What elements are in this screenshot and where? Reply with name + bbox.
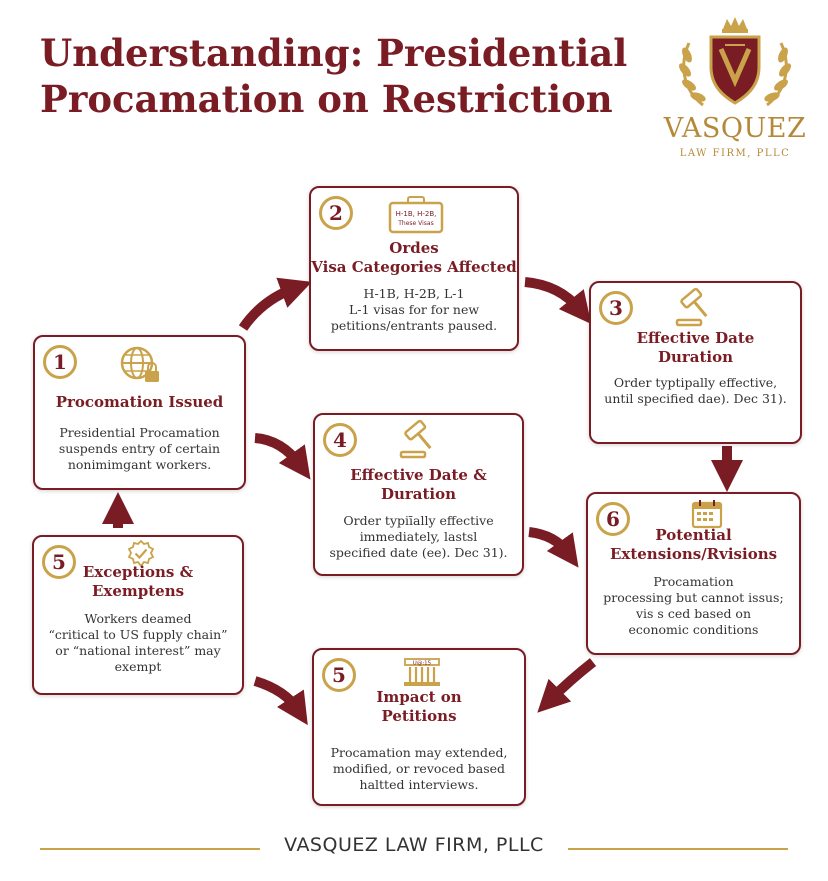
card-body-line: nonimimgant workers.	[67, 457, 212, 472]
briefcase-icon-text: H-1B, H-2B,	[395, 210, 437, 218]
card-title	[591, 329, 800, 367]
card-body-line: vis s ced based on	[635, 606, 752, 621]
card-title	[588, 526, 799, 564]
card-body-line: petitions/entrants paused.	[330, 318, 498, 333]
card-body-line: immediately, lastsl	[359, 529, 478, 544]
card-body	[320, 745, 518, 793]
card-body-line: modified, or revoced based	[332, 761, 506, 776]
card-effective-date-right	[589, 281, 802, 444]
arrow-issued-to-effective-center	[255, 438, 300, 465]
card-body-line: specified date (ee). Dec 31).	[329, 545, 508, 560]
card-title-line: Potential	[655, 526, 732, 544]
card-body-line: H-1B, H-2B, L-1	[363, 286, 465, 301]
arrow-effective-center-to-extensions	[529, 532, 568, 553]
card-visa-categories	[309, 186, 519, 351]
card-body	[41, 425, 238, 473]
card-effective-date-center	[313, 413, 524, 576]
card-procomation-issued	[33, 335, 246, 490]
briefcase-icon-text: These Visas	[398, 220, 434, 227]
building-icon	[402, 656, 442, 688]
card-body	[594, 574, 793, 638]
step-number: 4	[323, 423, 357, 457]
card-body	[40, 611, 236, 675]
card-body-line: Order typiīally effective	[343, 513, 494, 528]
card-body-line: Workers deamed	[84, 611, 192, 626]
step-number: 1	[43, 345, 77, 379]
card-body-line: processing but cannot issus;	[603, 590, 784, 605]
footer-firm-name-text: VASQUEZ LAW FIRM, PLLC	[270, 834, 558, 856]
step-number: 6	[596, 502, 630, 536]
card-extensions	[586, 492, 801, 655]
card-title-line: Exceptions &	[82, 563, 194, 581]
step-number: 5	[42, 545, 76, 579]
card-body-line: suspends entry of certain	[58, 441, 221, 456]
building-icon-text: U@:15	[412, 660, 432, 667]
card-title-line: Ordes	[389, 239, 439, 257]
card-exceptions	[32, 535, 244, 695]
card-title-line: Duration	[380, 485, 457, 503]
logo-subtitle: LAW FIRM, PLLC	[679, 148, 791, 159]
logo-name: VASQUEZ	[663, 113, 807, 144]
card-title-line: Exemptens	[91, 582, 185, 600]
card-body-line: exempt	[114, 659, 162, 674]
gavel-icon	[671, 287, 717, 327]
card-body	[597, 375, 794, 407]
card-title-line: Procomation Issued	[55, 393, 224, 411]
card-title-line: Extensions/Rvisions	[609, 545, 778, 563]
card-body-line: Procamation may extended,	[330, 745, 508, 760]
arrow-issued-to-visa	[243, 288, 295, 328]
step-number: 2	[319, 196, 353, 230]
card-title-line: Effective Date &	[350, 466, 487, 484]
globe-lock-icon	[119, 345, 163, 385]
arrow-visa-to-effective-right	[525, 282, 580, 310]
card-title	[315, 466, 522, 504]
card-body-line: L-1 visas for for new	[348, 302, 480, 317]
card-body-line: Procamation	[653, 574, 734, 589]
card-body-line: or “national interest” may	[55, 643, 221, 658]
card-body-line: “critical to US fupply chain”	[48, 627, 228, 642]
card-title	[34, 563, 242, 601]
card-title	[311, 239, 517, 277]
card-title-line: Effective Date	[636, 329, 755, 347]
arrow-exceptions-to-impact	[255, 681, 298, 710]
card-body	[321, 513, 516, 561]
card-title-line: Visa Categories Affected	[311, 258, 517, 276]
card-title	[314, 688, 524, 726]
card-body-line: economic conditions	[628, 622, 759, 637]
step-number: 3	[599, 291, 633, 325]
gavel-icon	[395, 419, 441, 459]
page-title-line-1: Understanding: Presidential	[40, 31, 628, 75]
card-body	[317, 286, 511, 334]
card-impact-on-petitions	[312, 648, 526, 806]
card-body-line: Order typtipally effective,	[613, 375, 778, 390]
footer-firm-name	[0, 834, 828, 856]
card-title	[35, 393, 244, 412]
briefcase-icon	[388, 196, 444, 234]
card-body-line: haltted interviews.	[359, 777, 479, 792]
step-number: 5	[322, 658, 356, 692]
card-title-line: Duration	[657, 348, 734, 366]
card-title-line: Impact on	[376, 688, 462, 706]
card-body-line: Presidential Procamation	[59, 425, 220, 440]
card-body-line: until specified dae). Dec 31).	[604, 391, 787, 406]
page-title-line-2: Procamation on Restriction	[40, 77, 613, 121]
arrow-extensions-to-impact	[550, 662, 593, 700]
card-title-line: Petitions	[381, 707, 457, 725]
